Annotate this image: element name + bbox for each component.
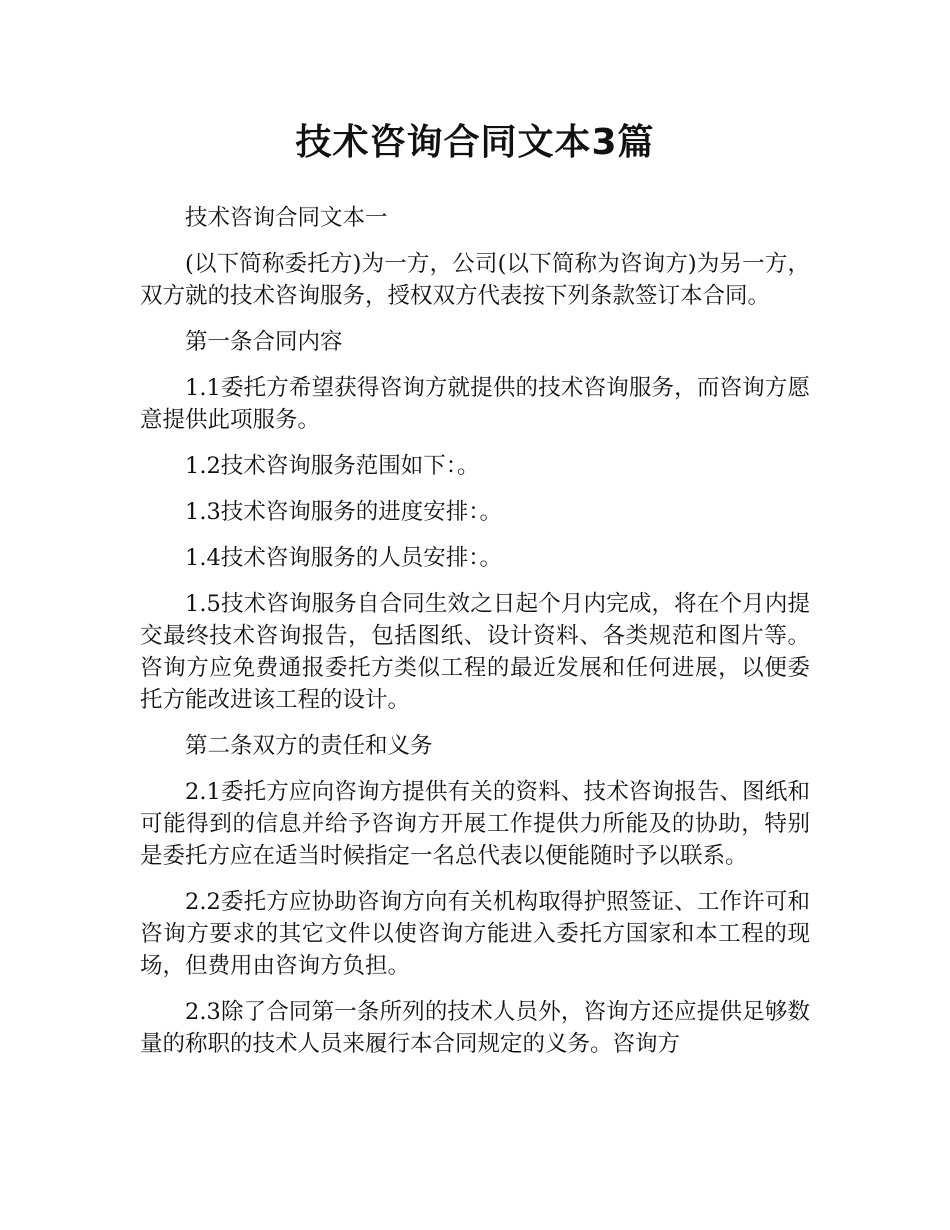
section-heading-article-2: 第二条双方的责任和义务 xyxy=(185,733,433,759)
document-title: 技术咨询合同文本3篇 xyxy=(295,122,655,163)
clause-1-1: 1.1委托方希望获得咨询方就提供的技术咨询服务，而咨询方愿意提供此项服务。 xyxy=(140,375,810,433)
clause-2-3: 2.3除了合同第一条所列的技术人员外，咨询方还应提供足够数量的称职的技术人员来履行本合同规定的义务。咨询方 xyxy=(140,999,810,1057)
clause-1-3: 1.3技术咨询服务的进度安排：。 xyxy=(185,499,503,525)
document-body xyxy=(140,202,810,1060)
clause-1-5: 1.5技术咨询服务自合同生效之日起个月内完成，将在个月内提交最终技术咨询报告，包括图纸、设计资料、各类规范和图片等。咨询方应免费通报委托方类似工程的最近发展和任何进展，以便委托方能改进该工程的设计。 xyxy=(140,591,810,713)
clause-1-2: 1.2技术咨询服务范围如下：。 xyxy=(185,453,480,479)
clause-2-2: 2.2委托方应协助咨询方向有关机构取得护照签证、工作许可和咨询方要求的其它文件以使咨询方能进入委托方国家和本工程的现场，但费用由咨询方负担。 xyxy=(140,889,810,979)
section-heading-article-1: 第一条合同内容 xyxy=(185,329,343,355)
clause-1-4: 1.4技术咨询服务的人员安排：。 xyxy=(185,545,503,571)
paragraph-heading-text-one: 技术咨询合同文本一 xyxy=(185,205,388,231)
paragraph-preamble: (以下简称委托方)为一方，公司(以下简称为咨询方)为另一方，双方就的技术咨询服务，授权双方代表按下列条款签订本合同。 xyxy=(140,251,810,309)
clause-2-1: 2.1委托方应向咨询方提供有关的资料、技术咨询报告、图纸和可能得到的信息并给予咨询方开展工作提供力所能及的协助，特别是委托方应在适当时候指定一名总代表以便能随时予以联系。 xyxy=(140,779,810,869)
